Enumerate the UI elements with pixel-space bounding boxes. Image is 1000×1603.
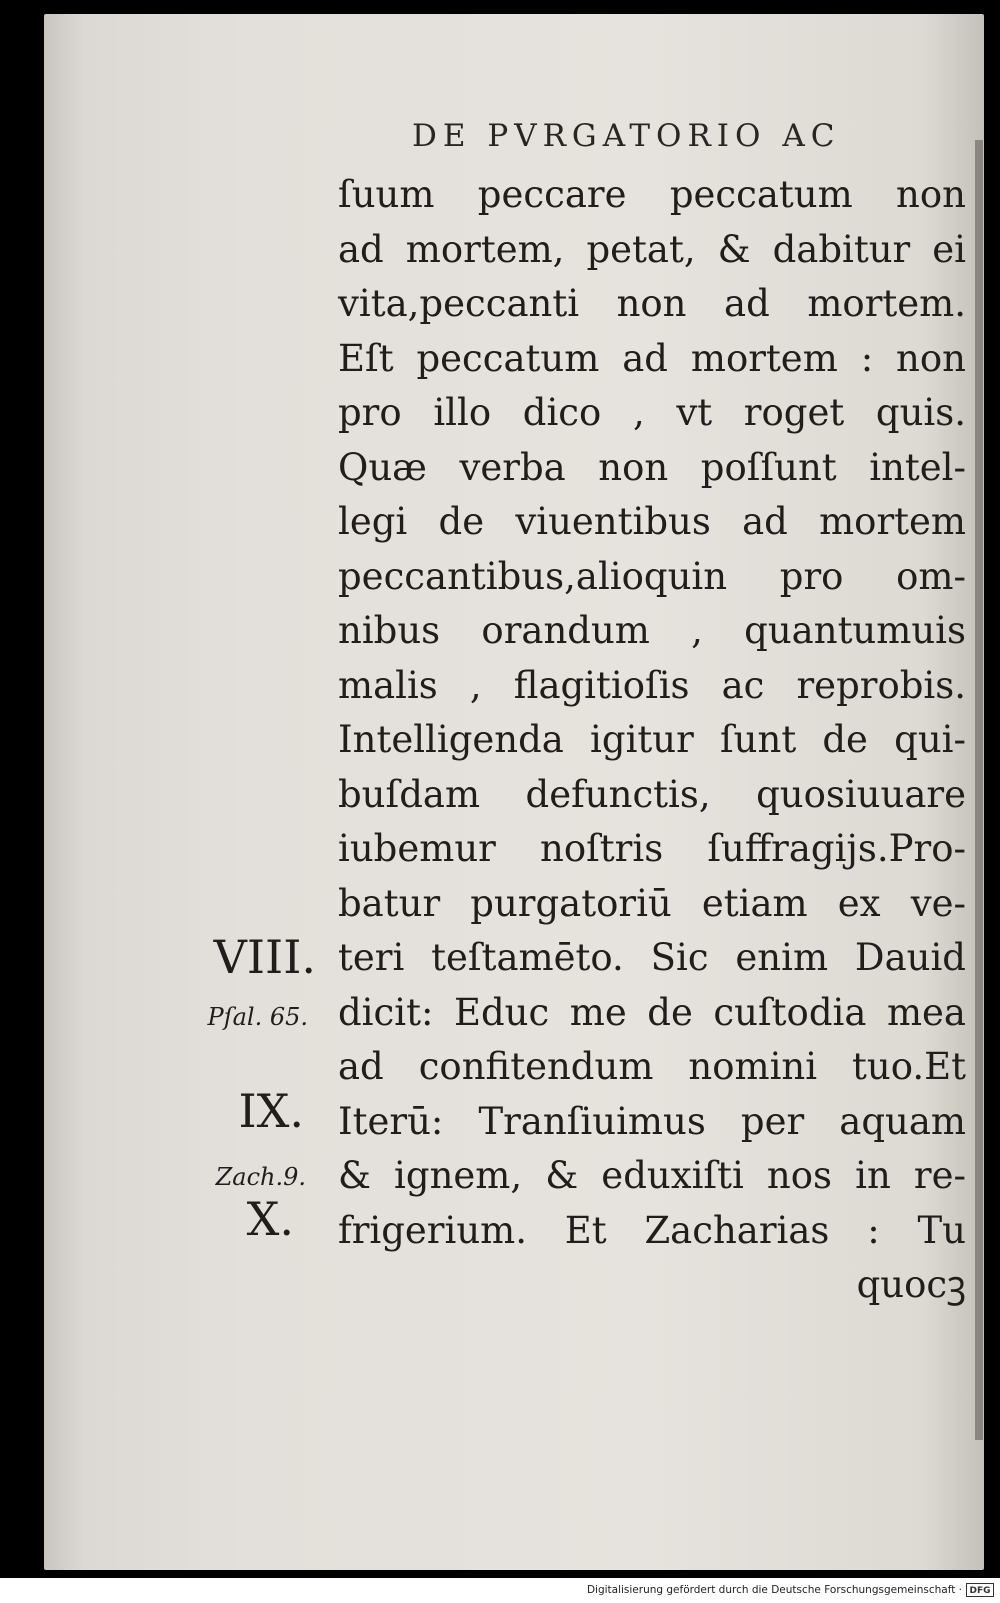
- body-text: [338, 168, 966, 1313]
- margin-note-x: X.: [246, 1192, 294, 1246]
- text-line: Iterū: Tranſiuimus per aquam: [338, 1099, 966, 1143]
- text-line: Intelligenda igitur ſunt de qui-: [338, 718, 966, 761]
- text-line: malis , flagitioſis ac reprobis.: [338, 663, 966, 707]
- catchword: quocꝫ: [856, 1263, 966, 1306]
- text-line: vita,peccanti non ad mortem.: [338, 282, 966, 325]
- page-edge: [975, 140, 983, 1440]
- text-line: nibus orandum , quantumuis: [338, 609, 966, 652]
- text-line: peccantibus,alioquin pro om-: [338, 554, 966, 598]
- margin-note-viii: VIII.: [213, 930, 316, 984]
- text-line: teri teſtamēto. Sic enim Dauid: [338, 936, 966, 979]
- text-line: buſdam defunctis, quosiuuare: [338, 772, 966, 816]
- text-line: & ignem, & eduxiſti nos in re-: [338, 1154, 966, 1197]
- text-line: ad mortem, petat, & dabitur ei: [338, 227, 966, 271]
- text-line: ad confitendum nomini tuo.Et: [338, 1045, 966, 1088]
- margin-note-psalm-reference: Pſal. 65.: [207, 1003, 308, 1031]
- margin-note-zacharias-reference: Zach.9.: [215, 1163, 306, 1191]
- digitization-credit: Digitalisierung gefördert durch die Deutsche Forschungsgemeinschaft ·: [586, 1584, 962, 1596]
- text-line: frigerium. Et Zacharias : Tu: [338, 1208, 966, 1252]
- text-line: pro illo dico , vt roget quis.: [338, 391, 966, 434]
- dfg-logo-icon: DFG: [966, 1583, 994, 1597]
- running-header: DE PVRGATORIO AC: [412, 118, 841, 154]
- text-line: iubemur noſtris ſuffragijs.Pro-: [338, 827, 966, 870]
- text-line: Eſt peccatum ad mortem : non: [338, 336, 966, 380]
- text-line: ſuum peccare peccatum non: [338, 173, 966, 216]
- text-line: batur purgatoriū etiam ex ve-: [338, 881, 966, 925]
- text-line: Quæ verba non poſſunt intel-: [338, 445, 966, 489]
- text-line: dicit: Educ me de cuſtodia mea: [338, 990, 966, 1034]
- text-line: legi de viuentibus ad mortem: [338, 500, 966, 543]
- margin-note-ix: IX.: [238, 1084, 304, 1138]
